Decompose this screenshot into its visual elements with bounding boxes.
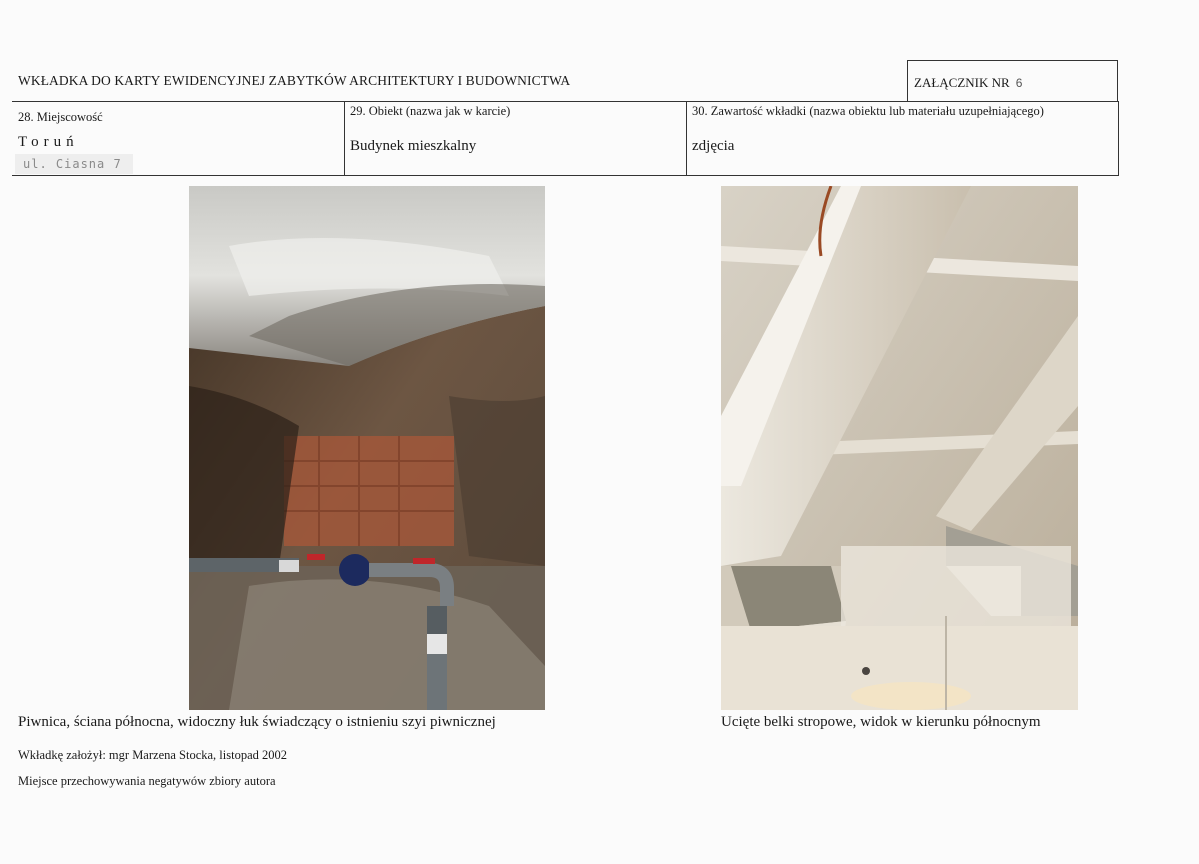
place-value: Toruń — [18, 134, 79, 150]
table-top-border — [12, 101, 1119, 102]
object-value: Budynek mieszkalny — [350, 138, 477, 154]
content-value: zdjęcia — [692, 138, 735, 154]
photo-caption-left: Piwnica, ściana północna, widoczny łuk świadczący o istnieniu szyi piwnicznej — [18, 714, 496, 730]
table-divider — [344, 101, 345, 176]
document-title: WKŁADKA DO KARTY EWIDENCYJNEJ ZABYTKÓW ARCHITEKTURY I BUDOWNICTWA — [18, 73, 571, 88]
table-bottom-border — [12, 175, 1119, 176]
photo-caption-right: Ucięte belki stropowe, widok w kierunku północnym — [721, 714, 1041, 730]
photo-ceiling-beams-image — [721, 186, 1078, 710]
place-label: 28. Miejscowość — [18, 110, 103, 124]
attachment-box — [907, 60, 1118, 102]
content-label: 30. Zawartość wkładki (nazwa obiektu lub materiału uzupełniającego) — [692, 104, 1044, 118]
attachment-label: ZAŁĄCZNIK NR — [914, 75, 1010, 90]
photo-ceiling-beams — [721, 186, 1078, 710]
photo-cellar-wall-image — [189, 186, 545, 710]
table-divider — [1118, 101, 1119, 176]
photo-cellar-wall — [189, 186, 545, 710]
author-note: Wkładkę założył: mgr Marzena Stocka, listopad 2002 — [18, 748, 288, 762]
negatives-location: Miejsce przechowywania negatywów zbiory autora — [18, 774, 276, 788]
attachment-number: 6 — [1015, 76, 1023, 90]
street-value: ul. Ciasna 7 — [15, 154, 133, 174]
table-divider — [686, 101, 687, 176]
object-label: 29. Obiekt (nazwa jak w karcie) — [350, 104, 511, 118]
